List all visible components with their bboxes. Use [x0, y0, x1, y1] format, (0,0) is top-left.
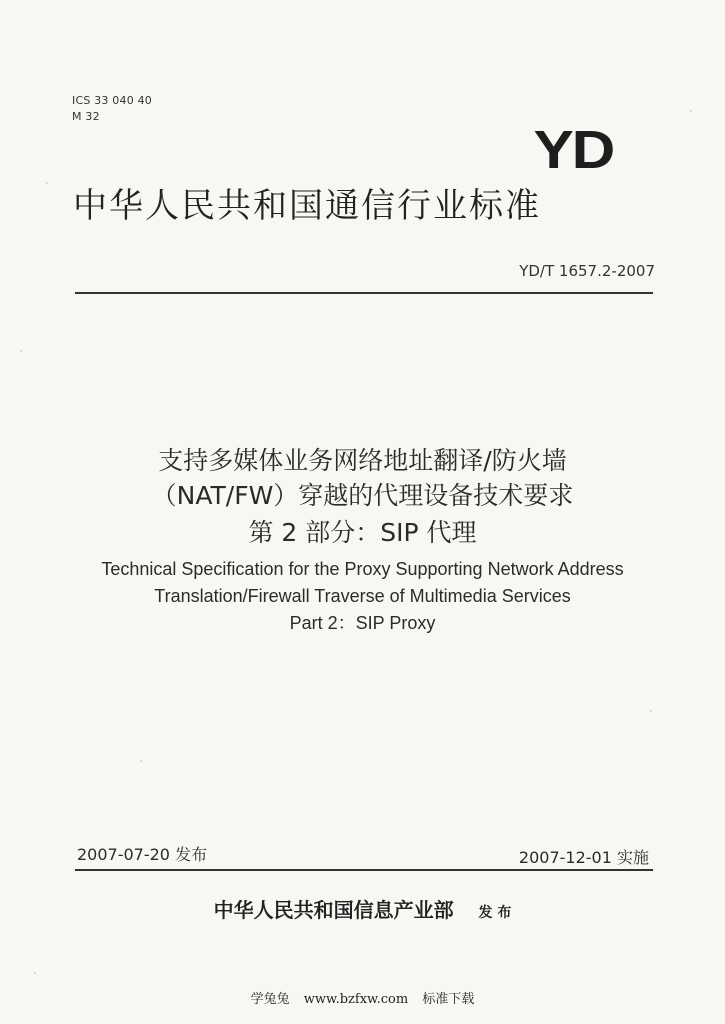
en-title-line-3: Part 2：SIP Proxy	[289, 613, 436, 633]
paper-speck	[20, 350, 22, 352]
footer-divider	[75, 869, 653, 871]
paper-speck	[46, 182, 48, 184]
footer-site-desc: 标准下载	[422, 992, 475, 1007]
cn-title-line-3: 第 2 部分：SIP 代理	[248, 518, 477, 547]
implement-date: 2007-12-01 实施	[518, 848, 649, 867]
ccs-code: M 32	[72, 110, 100, 123]
yd-logo: YD	[533, 120, 613, 180]
paper-speck	[690, 110, 692, 112]
paper-speck	[650, 710, 652, 712]
publisher-action: 发 布	[478, 905, 512, 921]
publisher-name: 中华人民共和国信息产业部	[213, 898, 454, 922]
en-title-line-2: Translation/Firewall Traverse of Multimedia Services	[154, 586, 571, 606]
en-title-line-1: Technical Specification for the Proxy Supporting Network Address	[101, 559, 624, 579]
paper-speck	[34, 972, 36, 974]
standard-number: YD/T 1657.2-2007	[519, 262, 655, 280]
footer-url: www.bzfxw.com	[303, 992, 409, 1007]
ics-code: ICS 33 040 40	[72, 94, 152, 107]
cn-title-line-2: （NAT/FW）穿越的代理设备技术要求	[151, 481, 574, 510]
footer-site-name: 学兔兔	[250, 992, 290, 1007]
header-divider	[75, 292, 653, 294]
page-title: 中华人民共和国通信行业标准	[73, 186, 541, 226]
paper-speck	[140, 760, 142, 762]
publish-date: 2007-07-20 发布	[77, 845, 208, 864]
footer-watermark	[0, 991, 725, 1009]
publisher	[0, 897, 725, 926]
cn-title-line-1: 支持多媒体业务网络地址翻译/防火墙	[158, 446, 567, 475]
